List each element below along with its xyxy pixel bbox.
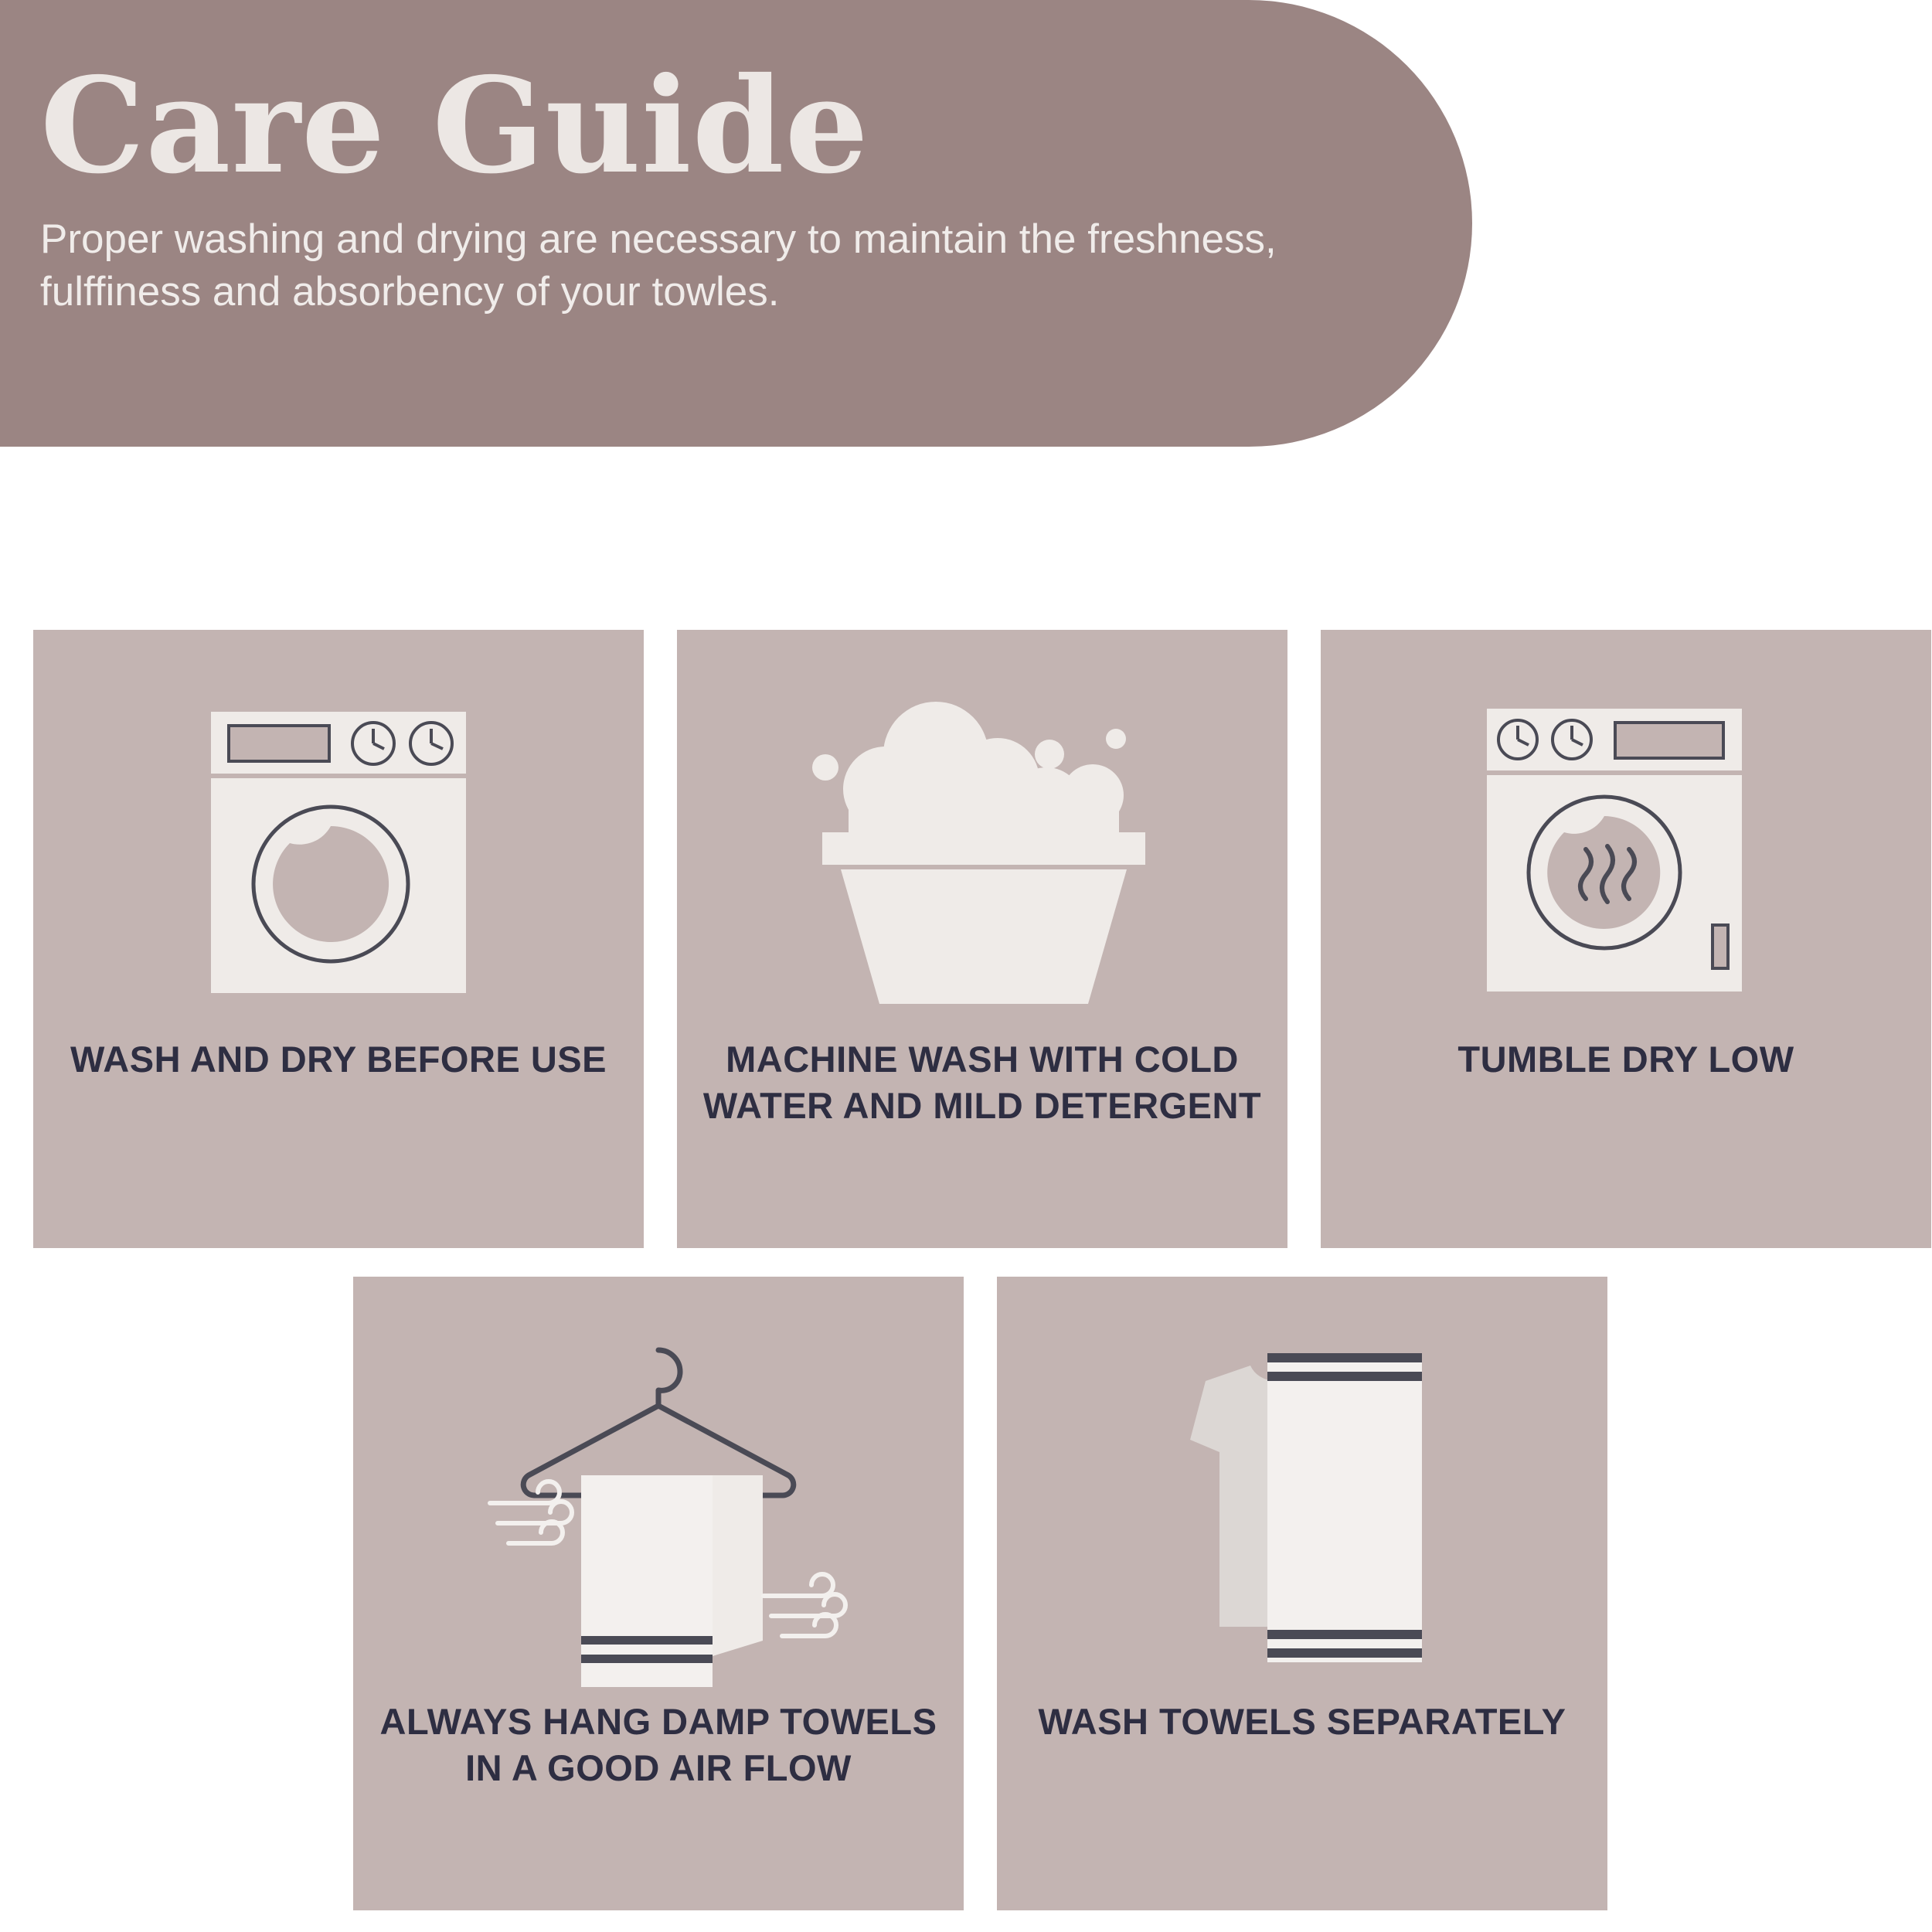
- care-card-hang-damp-towels[interactable]: [353, 1277, 964, 1910]
- care-card-label: WASH TOWELS SEPARATELY: [1038, 1701, 1566, 1742]
- page-subtitle: Proper washing and drying are necessary to maintain the freshness, fulffiness and absorbency of your towles.: [40, 216, 1277, 315]
- page-title: Care Guide: [40, 49, 869, 203]
- header-banner: [0, 0, 1472, 447]
- care-card-row-top: [33, 630, 1931, 1248]
- care-card-tumble-dry-low[interactable]: [1321, 630, 1931, 1248]
- care-card-wash-and-dry-before-use[interactable]: [33, 630, 644, 1248]
- care-card-wash-towels-separately[interactable]: [997, 1277, 1607, 1910]
- care-card-machine-wash-cold[interactable]: [677, 630, 1287, 1248]
- care-card-row-bottom: [353, 1277, 1607, 1910]
- hanger-towel-airflow-icon: [457, 1312, 859, 1699]
- care-card-label: TUMBLE DRY LOW: [1458, 1039, 1794, 1080]
- washing-machine-icon: [176, 665, 501, 1036]
- care-card-label: WASH AND DRY BEFORE USE: [70, 1039, 607, 1080]
- shirt-and-towel-icon: [1121, 1312, 1484, 1699]
- tumble-dryer-icon: [1464, 665, 1788, 1036]
- wash-basin-suds-icon: [801, 665, 1164, 1036]
- care-card-label: MACHINE WASH WITH COLD WATER AND MILD DETERGENT: [702, 1039, 1262, 1127]
- care-card-label: ALWAYS HANG DAMP TOWELS IN A GOOD AIR FLOW: [379, 1701, 937, 1789]
